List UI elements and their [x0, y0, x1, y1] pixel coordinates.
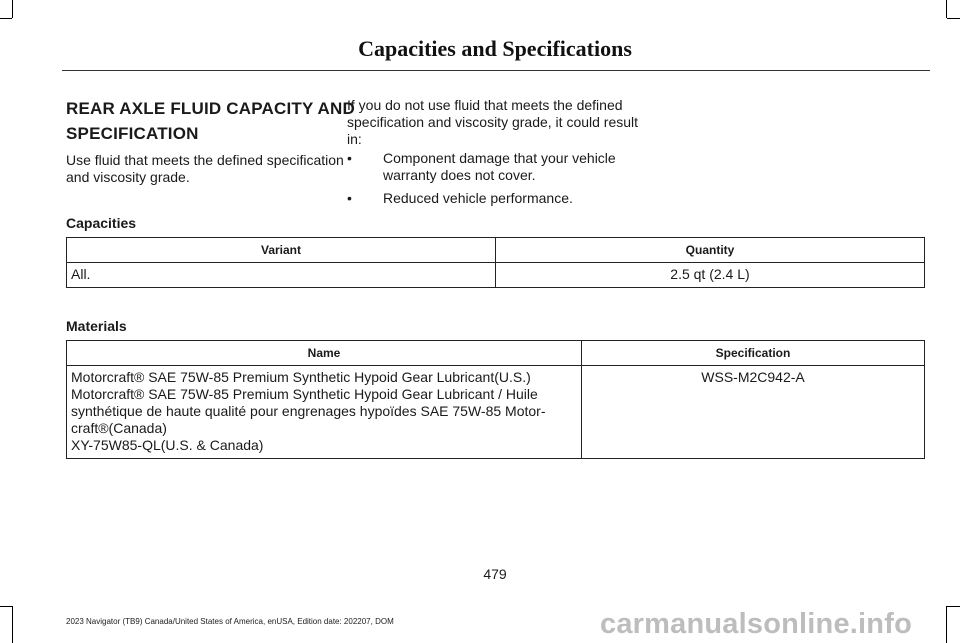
list-item-text: Reduced vehicle performance.: [383, 190, 573, 206]
edition-footer: 2023 Navigator (TB9) Canada/United States of America, enUSA, Edition date: 202207, DOM: [66, 617, 394, 626]
intro-paragraph: Use fluid that meets the defined specification and viscosity grade.: [66, 152, 344, 185]
section-heading-line: SPECIFICATION: [66, 124, 199, 143]
bullet-icon: •: [347, 150, 352, 166]
section-heading: [66, 96, 356, 146]
list-item: [347, 190, 639, 207]
list-item-text: Component damage that your vehicle warranty does not cover.: [383, 150, 616, 183]
consequence-list: [347, 150, 639, 213]
material-name-line: synthétique de haute qualité pour engrenages hypoïdes SAE 75W-85 Motor-: [71, 403, 546, 419]
materials-label: Materials: [66, 318, 127, 334]
table-header-row: [67, 341, 925, 366]
crop-mark: [946, 606, 947, 643]
page-number: 479: [483, 566, 507, 582]
crop-mark: [0, 18, 12, 19]
crop-mark: [12, 606, 13, 643]
crop-mark: [947, 606, 960, 607]
table-header-row: [67, 238, 925, 263]
material-name-line: craft®(Canada): [71, 420, 167, 436]
column-header-specification: Specification: [582, 341, 925, 366]
list-item: [347, 150, 639, 184]
column-header-variant: Variant: [67, 238, 496, 263]
table-row: [67, 366, 925, 459]
quantity-cell: 2.5 qt (2.4 L): [496, 263, 925, 288]
header-divider: [62, 70, 930, 71]
material-name-cell: [67, 366, 582, 459]
material-name-line: Motorcraft® SAE 75W-85 Premium Synthetic Hypoid Gear Lubricant / Huile: [71, 386, 538, 402]
page-header-title: Capacities and Specifications: [358, 36, 632, 61]
crop-mark: [947, 18, 960, 19]
material-name-line: Motorcraft® SAE 75W-85 Premium Synthetic Hypoid Gear Lubricant(U.S.): [71, 369, 531, 385]
capacities-label: Capacities: [66, 215, 137, 231]
column-header-name: Name: [67, 341, 582, 366]
table-row: [67, 263, 925, 288]
watermark-logo: carmanualsonline.info: [600, 608, 912, 640]
variant-cell: All.: [67, 263, 496, 288]
specification-cell: WSS-M2C942-A: [582, 366, 925, 459]
capacities-table: [66, 237, 925, 288]
crop-mark: [12, 0, 13, 18]
bullet-icon: •: [347, 190, 352, 206]
material-name-line: XY-75W85-QL(U.S. & Canada): [71, 437, 264, 453]
materials-table: [66, 340, 925, 459]
section-heading-line: REAR AXLE FLUID CAPACITY AND: [66, 99, 355, 118]
crop-mark: [0, 606, 12, 607]
crop-mark: [946, 0, 947, 18]
column-header-quantity: Quantity: [496, 238, 925, 263]
warning-paragraph: If you do not use fluid that meets the defined specification and viscosity grade, it could result in:: [347, 97, 639, 147]
